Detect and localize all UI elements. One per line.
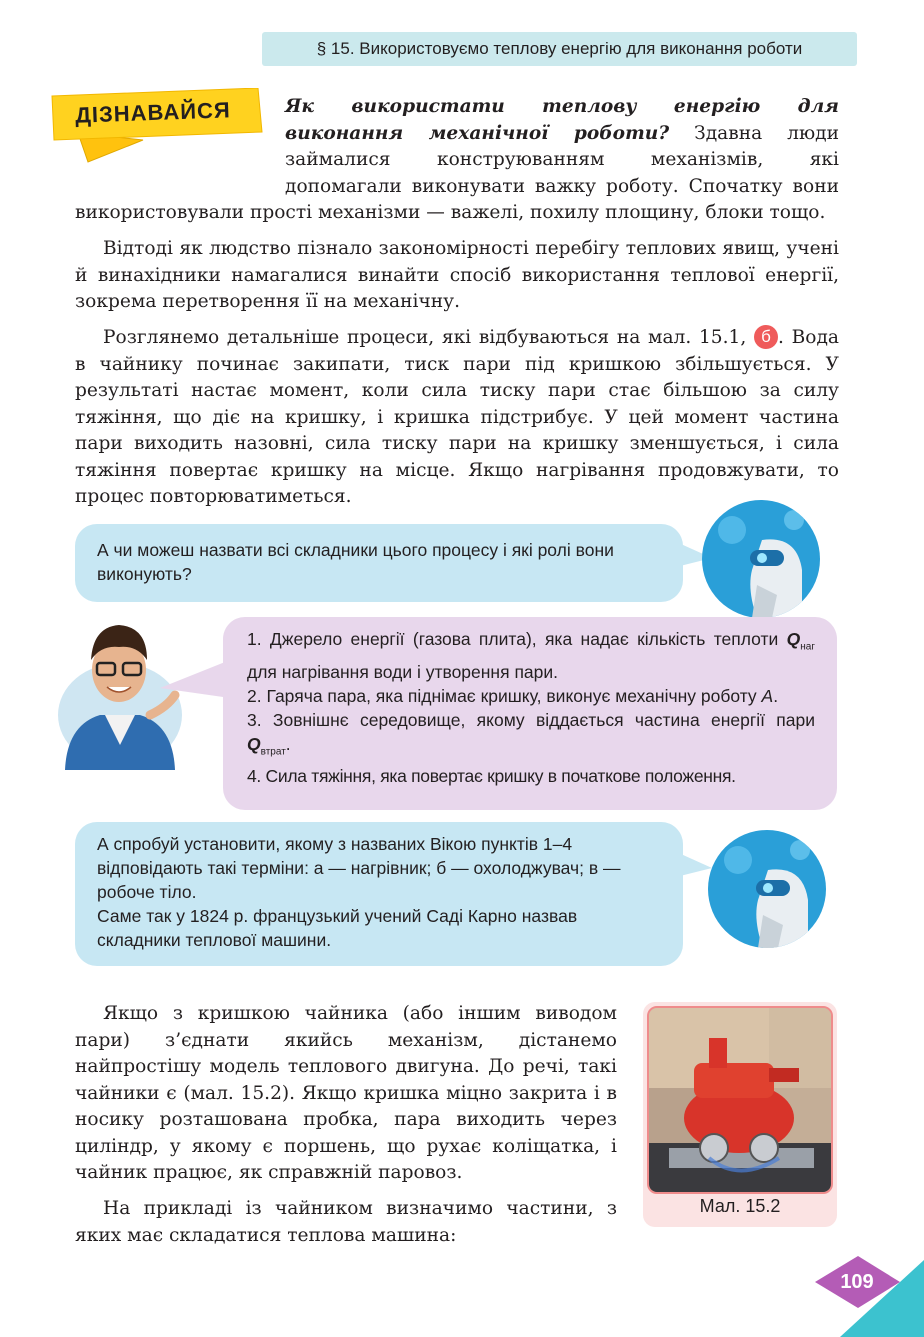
answer-item-2-text: 2. Гаряча пара, яка піднімає кришку, виконує механічну роботу [247,685,762,706]
section-title: § 15. Використовуємо теплову енергію для виконання роботи [316,39,803,58]
answer-item-2-end: . [773,685,779,706]
bubble-tail-icon [672,850,712,880]
figure-caption: Мал. 15.2 [699,1196,781,1216]
robot-avatar [702,500,820,618]
paragraph-4: Якщо з кришкою чайника (або іншим виводом пари) з’єднати якийсь механізм, дістанемо найпростішу модель теплового двигуна. До речі, такі чайники є (мал. 15.2). Якщо кришка міцно закрита і в носику розташована пробка, пара виходить через циліндр, у якому є поршень, що рухає коліщатка, і чайник працює, як справжній паровоз. [75,1003,617,1183]
robot-carnot-text: Саме так у 1824 р. французький учений Саді Карно назвав складники теплової машини. [97,906,578,950]
bubble-tail-icon [160,660,230,700]
answer-item-1-end: для нагрівання води і утворення пари. [247,661,559,682]
answer-item-1 [247,627,815,684]
heat-q-symbol: Q [786,629,801,649]
page-number: 109 [840,1270,874,1293]
paragraph-3-after: . Вода в чайнику починає закипати, тиск пари під кришкою збільшується. У результаті настає момент, коли сила тиску пари стає більшою за силу тяжіння, що діє на кришку, і кришка підстрибує. У цей момент частина пари виходить назовні, сила тиску пари на кришку зменшується, і сила тяжіння повертає кришку на місце. Якщо нагрівання продовжувати, то процес повторюватиметься. [75,327,839,507]
paragraph-2: Відтоді як людство пізнало закономірності перебігу теплових явищ, учені й винахідники намагалися винайти спосіб використання теплової енергії, зокрема перетворення її на механічну. [75,238,839,312]
robot-question-bubble [75,524,683,602]
paragraph-5: На прикладі із чайником визначимо частини, з яких має складатися теплова машина: [75,1198,617,1246]
figure-photo [647,1006,833,1194]
answer-item-2 [247,684,815,708]
robot-question-text: А чи можеш назвати всі складники цього процесу і які ролі вони виконують? [97,540,614,584]
answer-item-3 [247,708,815,765]
badge-label: ДІЗНАВАЙСЯ [74,97,232,128]
robot-icon [708,830,826,948]
boy-answer-bubble [223,617,837,810]
answer-item-3-end: . [285,733,291,754]
robot-avatar [708,830,826,948]
paragraph-3 [75,325,839,511]
intro-paragraph [75,94,839,227]
figure-15-2 [643,1002,837,1227]
answer-item-1-text: 1. Джерело енергії (газова плита), яка надає кількість теплоти [247,629,787,649]
robot-task-text: А спробуй установити, якому з названих Вікою пунктів 1–4 відповідають такі терміни: а — нагрівник; б — охолоджувач; в — робоче тіло. [97,834,621,902]
work-symbol: A [761,685,774,706]
figure-marker-b: б [754,325,778,349]
section-header [262,32,857,66]
heat-q-subscript: наг [800,641,815,653]
intro-question: Як використати теплову енергію для виконання механічної роботи? [285,96,839,144]
loss-q-subscript: втрат [260,746,286,757]
robot-task-bubble [75,822,683,966]
answer-item-3-text: 3. Зовнішнє середовище, якому віддається частина енергії пари [247,709,815,730]
loss-q-symbol: Q [247,733,261,754]
steam-kettle-image-icon [649,1008,831,1192]
page-number-badge [810,1250,924,1337]
robot-icon [702,500,820,618]
paragraph-3-before: Розглянемо детальніше процеси, які відбуваються на мал. 15.1, [103,327,754,348]
answer-item-4: 4. Сила тяжіння, яка повертає кришку в початкове положення. [247,766,736,786]
intro-text: Здавна люди займалися конструюванням механізмів, які допомагали виконувати важку роботу. Спочатку вони використовували прості механізми — важелі, похилу площину, блоки тощо. [75,122,839,223]
